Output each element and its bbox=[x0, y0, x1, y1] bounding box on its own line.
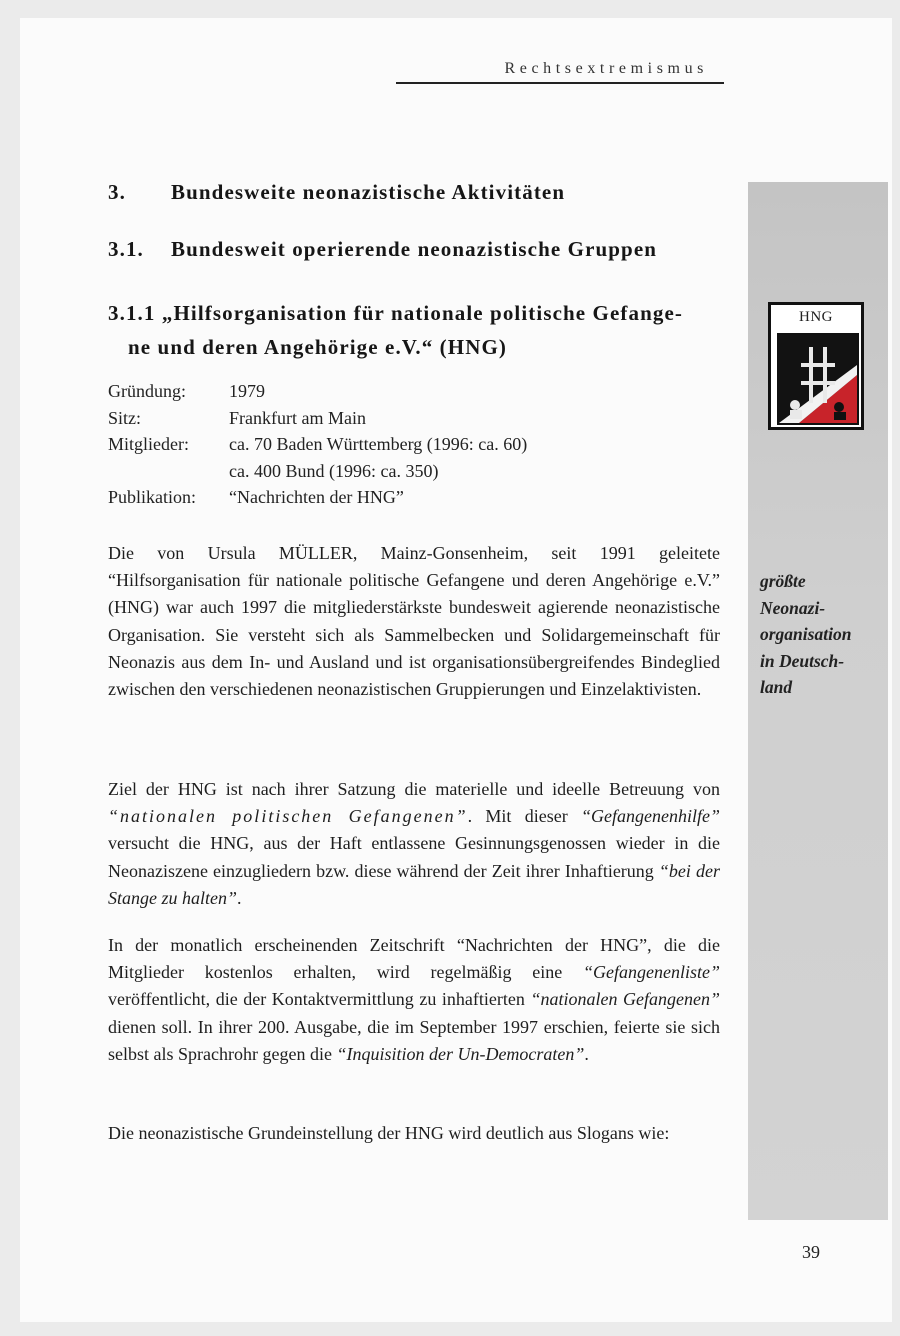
heading-3-1 bbox=[108, 237, 657, 262]
fact-value: 1979 bbox=[229, 381, 265, 401]
fact-value: Frankfurt am Main bbox=[229, 407, 366, 428]
fact-row-founding bbox=[108, 378, 527, 405]
running-head-rule bbox=[396, 82, 724, 84]
margin-note-line: land bbox=[760, 677, 793, 697]
margin-note-line: größte bbox=[760, 571, 806, 591]
fact-value: “Nachrichten der HNG” bbox=[229, 487, 404, 507]
text-run: . bbox=[237, 887, 242, 908]
text-run: . Mit dieser bbox=[467, 806, 582, 827]
page-number: 39 bbox=[802, 1242, 820, 1262]
text-run: . bbox=[584, 1043, 589, 1064]
prison-bars-emblem-icon bbox=[779, 335, 857, 423]
paragraph-3 bbox=[108, 932, 720, 1068]
fact-row-members-federal bbox=[108, 458, 527, 485]
fact-value: ca. 70 Baden Württemberg (1996: ca. 60) bbox=[229, 434, 528, 454]
heading-line-2: ne und deren Angehörige e.V.“ (HNG) bbox=[128, 335, 507, 359]
fact-value: ca. 400 Bund (1996: ca. 350) bbox=[229, 460, 439, 481]
paragraph-2 bbox=[108, 776, 720, 912]
quote-italic: “nationalen Gefangenen” bbox=[530, 989, 721, 1010]
text-run: veröffentlicht, die der Kontaktvermittlung zu inhaftierten bbox=[108, 989, 531, 1010]
heading-title: Bundesweite neonazistische Aktivitäten bbox=[171, 180, 566, 204]
fact-row-publication bbox=[108, 484, 527, 511]
fact-label: Publikation: bbox=[108, 487, 197, 507]
fact-label: Gründung: bbox=[108, 381, 186, 401]
heading-line-1: 3.1.1 „Hilfsorganisation für nationale politische Gefange- bbox=[108, 301, 683, 325]
fact-label: Sitz: bbox=[108, 407, 142, 428]
margin-note-line: organisation bbox=[760, 624, 852, 644]
logo-title: HNG bbox=[799, 309, 833, 325]
quote-italic: “Gefangenenliste” bbox=[583, 962, 720, 983]
logo-emblem bbox=[777, 333, 859, 425]
fact-row-seat bbox=[108, 405, 527, 432]
paragraph-1: Die von Ursula MÜLLER, Mainz-Gonsenheim, seit 1991 geleitete “Hilfsorganisation für nationale politische Gefangene und deren Angehörige e.V.” (HNG) war auch 1997 die mitgliederstärkste bundesweit agierende neonazistische Organisation. Sie versteht sich als Sammelbecken und Solidargemeinschaft für Neonazis aus dem In- und Ausland und ist organisationsübergreifendes Bindeglied zwischen den verschiedenen neonazistischen Gruppierungen und Einzelaktivisten. bbox=[108, 543, 720, 700]
text-run: dienen soll. In ihrer 200. Ausgabe, die im September 1997 erschien, feierte sie sich selbst als Sprachrohr gegen die bbox=[108, 1016, 720, 1064]
quote-italic: “nationalen politischen Gefangenen” bbox=[108, 806, 468, 827]
margin-note bbox=[760, 568, 880, 701]
fact-label: Mitglieder: bbox=[108, 434, 189, 454]
hng-logo bbox=[768, 302, 864, 430]
quote-italic: “Inquisition der Un-Democraten” bbox=[336, 1043, 585, 1064]
paragraph-4: Die neonazistische Grundeinstellung der HNG wird deutlich aus Slogans wie: bbox=[108, 1123, 670, 1143]
quote-italic: “Gefangenenhilfe” bbox=[581, 806, 720, 827]
fact-list bbox=[108, 378, 527, 511]
text-run: Ziel der HNG ist nach ihrer Satzung die materielle und ideelle Betreuung von bbox=[108, 779, 720, 799]
text-run: versucht die HNG, aus der Haft entlassene Gesinnungsgenossen wieder in die Neonaziszene einzugliedern bzw. diese während der Zeit ihrer Inhaftierung bbox=[108, 833, 720, 881]
heading-3-1-1 bbox=[108, 296, 683, 364]
heading-number: 3.1. bbox=[108, 237, 144, 261]
fact-row-members bbox=[108, 431, 527, 458]
margin-note-line: in Deutsch- bbox=[760, 650, 845, 671]
running-head: Rechtsextremismus bbox=[504, 60, 708, 77]
heading-title: Bundesweit operierende neonazistische Gruppen bbox=[171, 237, 658, 261]
fact-label bbox=[108, 458, 229, 485]
quote-italic: “bei der Stange zu halten” bbox=[108, 860, 720, 908]
margin-note-line: Neonazi- bbox=[760, 597, 826, 618]
heading-number: 3. bbox=[108, 180, 126, 204]
heading-3 bbox=[108, 180, 565, 205]
text-run: In der monatlich erscheinenden Zeitschrift “Nachrichten der HNG”, die die Mitglieder kostenlos erhalten, wird regelmäßig eine bbox=[108, 935, 720, 983]
